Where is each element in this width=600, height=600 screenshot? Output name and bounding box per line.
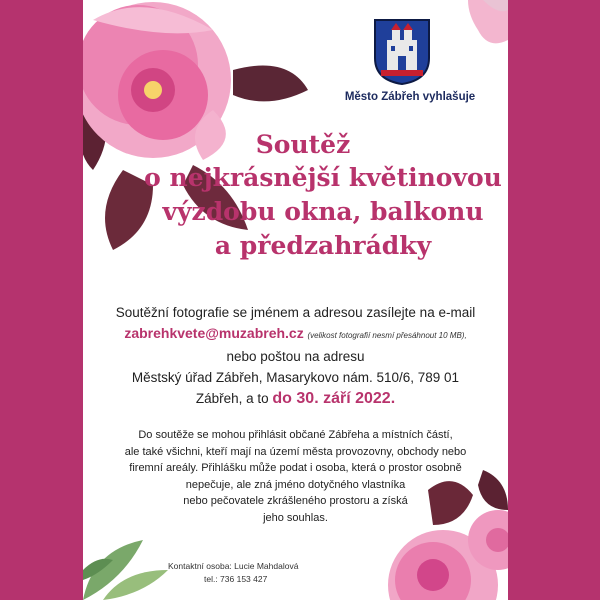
title-line-4: a předzahrádky	[214, 231, 432, 260]
title-line-2: o nejkrásnější květinovou	[144, 163, 502, 192]
contact-email-link[interactable]: zabrehkvete@muzabreh.cz	[124, 325, 304, 341]
rules-line-2: ale také všichni, kteří mají na území města provozovny, obchody nebo	[124, 445, 467, 458]
deadline-date: do 30. září 2022.	[272, 390, 396, 407]
contact-phone: tel.: 736 153 427	[204, 574, 268, 584]
submission-instructions	[83, 302, 508, 409]
rules-line-3: firemní areály. Přihlášku může podat i osoba, která o prostor osobně	[129, 462, 462, 474]
page-title	[103, 130, 503, 263]
rules-line-6: jeho souhlas.	[263, 511, 328, 524]
postal-address: Městský úřad Zábřeh, Masarykovo nám. 510/6, 789 01	[131, 370, 460, 385]
submission-intro: Soutěžní fotografie se jménem a adresou zasílejte na e-mail	[115, 305, 476, 320]
post-line: nebo poštou na adresu	[226, 349, 365, 364]
contact-info	[168, 560, 348, 586]
rules-line-4: nepečuje, ale zná jméno dotyčného vlastníka	[185, 478, 406, 491]
title-line-1: Soutěž	[255, 130, 351, 159]
leaf-decoration-bottom-left	[83, 530, 173, 600]
announcer-text: Město Zábřeh vyhlašuje	[344, 91, 476, 103]
poster	[83, 0, 508, 600]
rules-line-5: nebo pečovatele zkrášleného prostoru a získá	[183, 495, 408, 507]
contact-person: Kontaktní osoba: Lucie Mahdalová	[168, 561, 299, 571]
size-note: (velikost fotografií nesmí přesáhnout 10 MB),	[307, 331, 467, 340]
city-prefix: Zábřeh, a to	[195, 391, 269, 406]
rules-line-1: Do soutěže se mohou přihlásit občané Zábřeha a místních částí,	[138, 429, 453, 441]
town-coat-of-arms-icon	[373, 18, 431, 86]
eligibility-rules	[98, 427, 493, 526]
title-line-3: výzdobu okna, balkonu	[162, 197, 484, 226]
flower-decoration-top-right	[468, 0, 508, 50]
